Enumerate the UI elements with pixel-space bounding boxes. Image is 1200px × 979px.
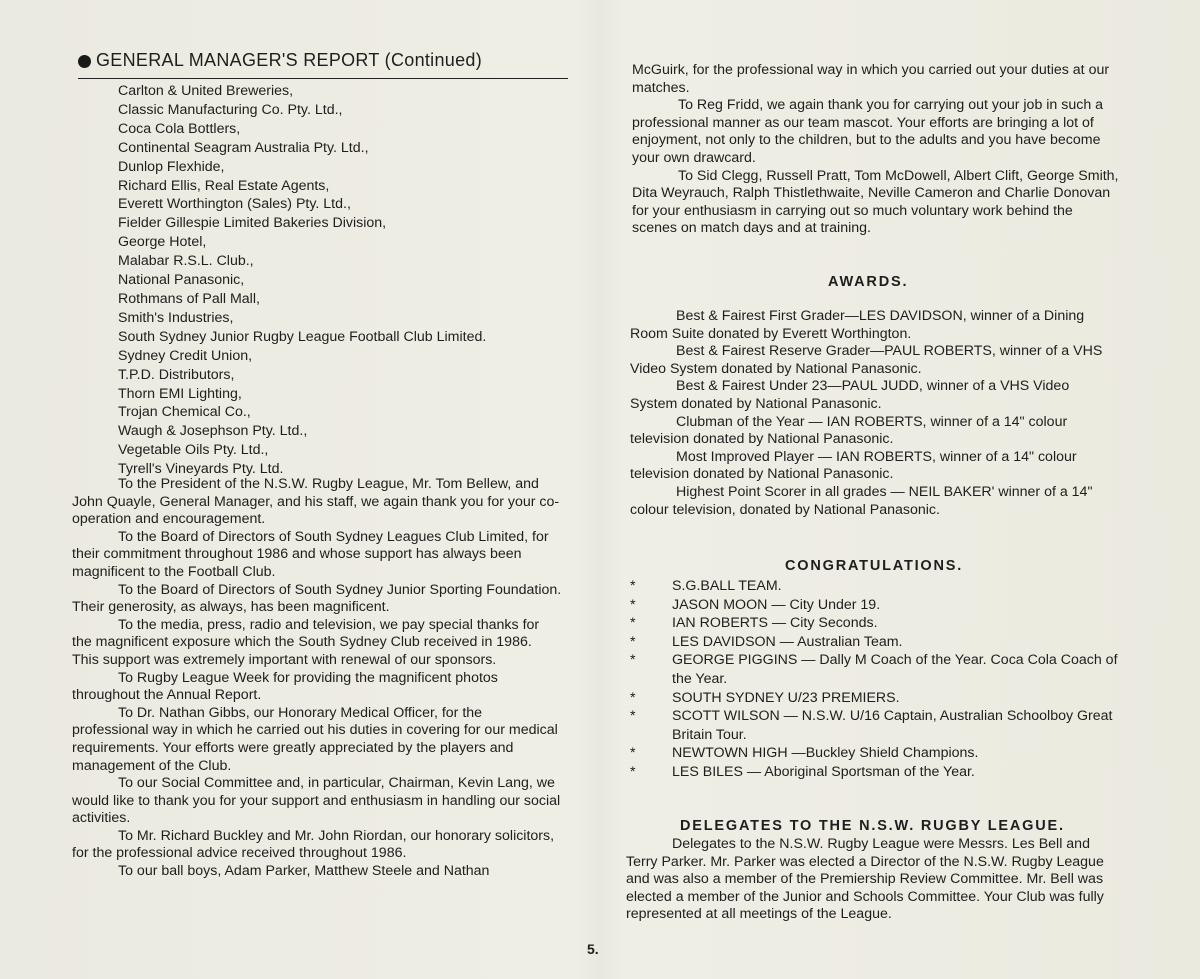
paragraph: To Sid Clegg, Russell Pratt, Tom McDowell, Albert Clift, George Smith, Dita Weyrauch, Ralph Thistlethwaite, Neville Cameron and Charlie Donovan for your enthusiasm in carrying out so much voluntary work behind the scenes on match days and at training. (632, 167, 1119, 237)
list-item: * GEORGE PIGGINS — Dally M Coach of the Year. Coca Cola Coach of the Year. (630, 652, 1118, 687)
award-item: Best & Fairest First Grader—LES DAVIDSON, winner of a Dining Room Suite donated by Everett Worthington. (630, 308, 1085, 342)
list-item: Tyrell's Vineyards Pty. Ltd. (118, 461, 284, 478)
list-item: T.P.D. Distributors, (118, 366, 235, 383)
asterisk-icon: * (630, 578, 636, 594)
section-header (78, 48, 568, 79)
paragraph: To Dr. Nathan Gibbs, our Honorary Medical Officer, for the professional way in which he carried out his duties in covering for our medical requirements. Your efforts were greatly appreciated by the players and management of the Club. (72, 704, 558, 774)
list-item: Carlton & United Breweries, (118, 83, 294, 99)
paragraph: To the media, press, radio and television, we pay special thanks for the magnificent exposure which the South Sydney Club received in 1986. This support was extremely important with renewal of our sponsors. (72, 616, 540, 668)
awards-list (630, 308, 1120, 519)
asterisk-icon: * (630, 652, 636, 669)
list-item: * SOUTH SYDNEY U/23 PREMIERS. (630, 689, 900, 706)
list-item: Sydney Credit Union, (118, 347, 253, 364)
list-item: George Hotel, (118, 234, 207, 251)
congratulations-list (630, 577, 1120, 782)
list-item: Waugh & Josephson Pty. Ltd., (118, 423, 308, 440)
list-item: Coca Cola Bottlers, (118, 120, 241, 137)
list-item: Dunlop Flexhide, (118, 158, 225, 175)
list-item: National Panasonic, (118, 272, 245, 289)
page-number: 5. (587, 941, 599, 957)
paragraph: To the President of the N.S.W. Rugby League, Mr. Tom Bellew, and John Quayle, General Manager, and his staff, we again thank you for your co-operation and encouragement. (72, 476, 560, 528)
asterisk-icon: * (630, 745, 636, 762)
paragraph: To the Board of Directors of South Sydney Leagues Club Limited, for their commitment throughout 1986 and whose support has always been magnificent to the Football Club. (72, 528, 549, 580)
left-thanks-paragraphs (72, 476, 562, 881)
list-item: * SCOTT WILSON — N.S.W. U/16 Captain, Australian Schoolboy Great Britain Tour. (630, 708, 1113, 743)
list-item: * JASON MOON — City Under 19. (630, 596, 881, 613)
award-item: Clubman of the Year — IAN ROBERTS, winner of a 14" colour television donated by National Panasonic. (630, 413, 1068, 448)
asterisk-icon: * (630, 689, 636, 706)
list-item: Rothmans of Pall Mall, (118, 290, 260, 307)
list-item: * S.G.BALL TEAM. (630, 578, 782, 594)
award-item: Best & Fairest Reserve Grader—PAUL ROBERTS, winner of a VHS Video System donated by National Panasonic. (630, 343, 1103, 377)
list-item: Malabar R.S.L. Club., (118, 253, 254, 270)
delegates-heading: DELEGATES TO THE N.S.W. RUGBY LEAGUE. (680, 818, 1065, 834)
list-item: Smith's Industries, (118, 309, 234, 326)
list-item: * NEWTOWN HIGH —Buckley Shield Champions. (630, 745, 979, 762)
list-item: * LES DAVIDSON — Australian Team. (630, 633, 903, 650)
bullet-icon (78, 55, 91, 68)
paragraph: To the Board of Directors of South Sydney Junior Sporting Foundation. Their generosity, as always, has been magnificent. (72, 581, 562, 616)
list-item: * LES BILES — Aboriginal Sportsman of the Year. (630, 763, 975, 780)
paragraph: To Reg Fridd, we again thank you for carrying out your job in such a professional manner as our team mascot. Your efforts are bringing a lot of enjoyment, not only to the children, but to the adults and you have become your own drawcard. (632, 97, 1104, 166)
asterisk-icon: * (630, 633, 636, 650)
list-item: Classic Manufacturing Co. Pty. Ltd., (118, 101, 343, 118)
paragraph: McGuirk, for the professional way in which you carried out your duties at our matches. (632, 62, 1110, 96)
right-thanks-paragraphs (632, 62, 1120, 238)
sponsor-list (118, 82, 558, 479)
asterisk-icon: * (630, 596, 636, 613)
list-item: Richard Ellis, Real Estate Agents, (118, 177, 330, 194)
asterisk-icon: * (630, 615, 636, 632)
list-item: Fielder Gillespie Limited Bakeries Division, (118, 215, 387, 232)
list-item: Vegetable Oils Pty. Ltd., (118, 442, 269, 459)
asterisk-icon: * (630, 763, 636, 780)
congratulations-heading: CONGRATULATIONS. (785, 558, 964, 574)
list-item: * IAN ROBERTS — City Seconds. (630, 615, 878, 632)
delegates-section (626, 836, 1116, 924)
awards-heading: AWARDS. (828, 274, 909, 290)
list-item: Everett Worthington (Sales) Pty. Ltd., (118, 196, 351, 213)
award-item: Highest Point Scorer in all grades — NEIL BAKER' winner of a 14" colour television, donated by National Panasonic. (630, 483, 1093, 518)
paragraph: To Rugby League Week for providing the magnificent photos throughout the Annual Report. (72, 669, 498, 704)
paragraph: Delegates to the N.S.W. Rugby League were Messrs. Les Bell and Terry Parker. Mr. Parker was elected a Director of the N.S.W. Rugby League and was also a member of the Premiership Review Committee. Mr. Bell was elected a member of the Junior and Schools Committee. Your Club was fully represented at all meetings of the League. (626, 836, 1104, 923)
paragraph: To our ball boys, Adam Parker, Matthew Steele and Nathan (118, 863, 490, 880)
list-item: Trojan Chemical Co., (118, 404, 251, 421)
page-title: GENERAL MANAGER'S REPORT (Continued) (96, 50, 483, 70)
list-item: Continental Seagram Australia Pty. Ltd., (118, 139, 369, 156)
award-item: Best & Fairest Under 23—PAUL JUDD, winner of a VHS Video System donated by National Panasonic. (630, 378, 1070, 412)
paragraph: To our Social Committee and, in particular, Chairman, Kevin Lang, we would like to thank you for your support and enthusiasm in handling our social activities. (72, 775, 561, 827)
list-item: South Sydney Junior Rugby League Football Club Limited. (118, 328, 487, 345)
paragraph: To Mr. Richard Buckley and Mr. John Riordan, our honorary solicitors, for the professional advice received throughout 1986. (72, 827, 555, 862)
list-item: Thorn EMI Lighting, (118, 385, 242, 402)
asterisk-icon: * (630, 708, 636, 725)
award-item: Most Improved Player — IAN ROBERTS, winner of a 14" colour television donated by National Panasonic. (630, 448, 1077, 483)
